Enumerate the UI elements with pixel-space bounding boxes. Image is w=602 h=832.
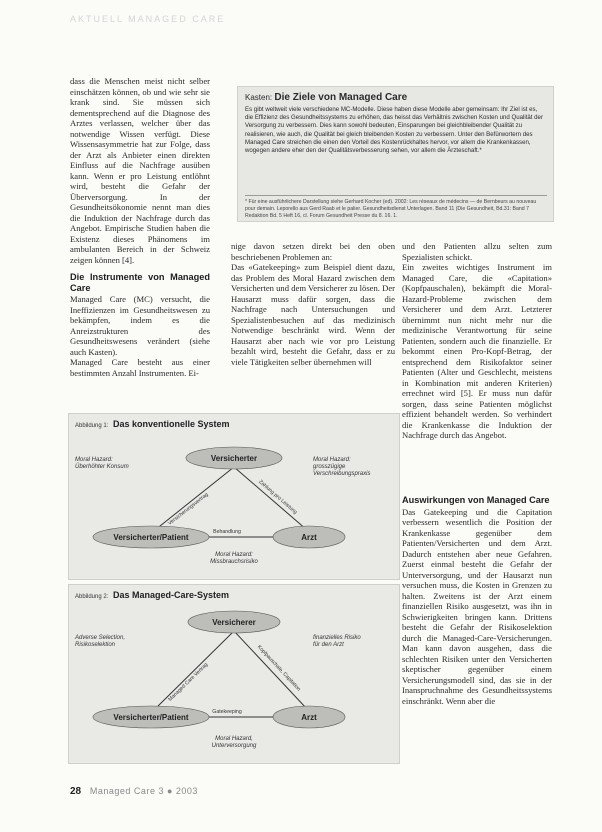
info-box-footnote: * Für eine ausführlichere Darstellung siehe Gerhard Kocher (ed). 2002: Les réseaux de médecins — de Bernbeurs au nouveau pour demain. Leporello aus Gerd Raab et le palier. Gesundheitsdienst Unterlagen. Band 11 (Die Gesundheit, Bd.31: Band 7 Redaktion Bd. 5 Heft 16, cl. Forum Gesundheit Presse du 8. 16. 1.: [245, 199, 537, 219]
figure-title: Das Managed-Care-System: [113, 590, 230, 600]
section-heading-auswirkungen: Auswirkungen von Managed Care: [402, 495, 550, 505]
side-right-line-1: Moral Hazard:: [313, 457, 351, 463]
figure-2-diagram: [69, 585, 399, 763]
page-footer: [70, 786, 198, 797]
info-box-ziele: [237, 86, 554, 222]
edge-bottom-label: Behandlung: [213, 529, 241, 535]
side-left-line-2: Überhöhter Konsum: [75, 464, 129, 470]
figure-managed-care-system: [68, 584, 400, 764]
node-left-label: Versicherter/Patient: [113, 533, 189, 542]
text-column-1: [70, 76, 210, 378]
page-number: 28: [70, 786, 82, 797]
info-box-body: Es gibt weltweit viele verschiedene MC-Modelle. Diese haben diese Modelle aber gemeinsam: Ihr Ziel ist es, die Effizienz des Gesundheitssystems zu erhöhen, das heisst das Verhältnis zwischen Kosten und Qualität der Versorgung zu verbessern. Dies kann sowohl bedeuten, Einsparungen bei gleichbleibender Qualität zu realisieren, wie auch, die Qualität bei gleich bleibenden Kosten zu verbessern. Unter den Befürwortern des Managed Care streichen die einen den Vorteil des Kostenrückhaltes hervor, vor allem die Krankenkassen, wogegen andere eher den der Qualitätsverbesserung sehen, vor allem die Ärzteschaft.*: [245, 106, 543, 155]
paragraph: und den Patienten allzu selten zum Spezialisten schickt.: [402, 241, 552, 262]
figure-1-diagram: [69, 414, 399, 579]
side-left-line-2: Risikoselektion: [75, 642, 116, 648]
paragraph: Das «Gatekeeping» zum Beispiel dient dazu, das Problem des Moral Hazard zwischen dem Versicherten und dem Versicherer zu lösen. Der Hausarzt muss dafür sorgen, dass die Nachfrage nach Untersuchungen und Spezialistenbesuchen auf das medizinisch Notwendige beschränkt wird. Wenn der Hausarzt aber nach wie vor pro Leistung bezahlt wird, besteht die Gefahr, dass er zu viele Tätigkeiten selber übernehmen will: [231, 262, 395, 367]
edge-right-label: Zahlung pro Leistung: [257, 478, 299, 516]
text-column-3: [402, 241, 552, 441]
info-box-divider: [245, 195, 547, 196]
running-header: AKTUELL MANAGED CARE: [70, 14, 226, 24]
bottom-line-1: Moral Hazard,: [215, 736, 253, 742]
paragraph: dass die Menschen meist nicht selber einschätzen können, ob und wie sehr sie krank sind. Sie müssen sich dementsprechend auf die Diagnose des Arztes verlassen, welcher über das notwendige Wissen verfügt. Diese Wissensasymmetrie hat zur Folge, dass der Arzt als Anbieter einen direkten Einfluss auf die Nachfrage ausüben kann. Wenn er pro Leistung entlöhnt wird, besteht die Gefahr der Überversorgung. In der Gesundheitsökonomie nennt man dies die Induktion der Nachfrage durch das Angebot. Empirische Studien haben die Existenz dieses Phänomens im ambulanten Bereich in der Schweiz zeigen können [4].: [70, 76, 210, 265]
info-box-heading: Die Ziele von Managed Care: [274, 92, 408, 103]
paragraph: nige davon setzen direkt bei den oben beschriebenen Problemen an:: [231, 241, 395, 262]
edge-left-label: Managed Care Vertrag: [167, 661, 210, 703]
side-right-line-2: für den Arzt: [313, 642, 344, 648]
edge-right: [234, 467, 307, 530]
info-box-label: Kasten:: [245, 93, 273, 102]
node-left-label: Versicherter/Patient: [113, 713, 189, 722]
side-right-line-1: finanzielles Risiko: [313, 635, 361, 641]
edge-bottom-label: Gatekeeping: [212, 709, 242, 715]
edge-left: [155, 631, 234, 709]
edge-right: [234, 631, 307, 709]
edge-left-label: Versicherungsvertrag: [167, 491, 210, 527]
side-right-line-2: grosszügige: [313, 464, 346, 470]
paragraph: Managed Care besteht aus einer bestimmten Anzahl Instrumenten. Ei-: [70, 357, 210, 378]
figure-title: Das konventionelle System: [113, 419, 230, 429]
node-top-label: Versicherter: [210, 454, 258, 463]
text-column-4: [402, 488, 552, 706]
node-right-label: Arzt: [301, 533, 317, 542]
paragraph: Das Gatekeeping und die Capitation verbessern wesentlich die Position der Krankenkasse gegenüber dem Patienten/Versicherten und dem Arzt. Dadurch entstehen aber neue Gefahren. Zuerst einmal besteht die Gefahr der Unterversorgung, und der Hausarzt nun versuchen muss, die Kosten in Grenzen zu halten. Zweitens ist der Arzt einem finanziellen Risiko ausgesetzt, was ihn in Schwierigkeiten bringen kann. Drittens besteht die Gefahr der Risikoselektion durch die Managed-Care-Versicherungen. Man kann davon ausgehen, dass die schlechten Risiken unter den Versicherten skeptischer gegenüber einem Versicherungsmodell sind, das sie in der Inanspruchnahme des Gesundheitssystems einschränkt. Wenn aber die: [402, 506, 552, 706]
node-right-label: Arzt: [301, 713, 317, 722]
bottom-line-1: Moral Hazard:: [215, 552, 253, 558]
figure-conventional-system: [68, 413, 400, 580]
bottom-line-2: Missbrauchsrisiko: [210, 559, 258, 565]
publication-name: Managed Care 3 ● 2003: [89, 786, 198, 796]
figure-label: Abbildung 1:: [75, 423, 109, 429]
info-box-title: [245, 92, 407, 103]
side-left-line-1: Moral Hazard:: [75, 457, 113, 463]
figure-label: Abbildung 2:: [75, 594, 109, 600]
paragraph: Ein zweites wichtiges Instrument im Managed Care, die «Capitation» (Kopfpauschalen), bekämpft die Moral-Hazard-Probleme zwischen dem Versicherer und dem Arzt. Letzterer übernimmt nun nicht mehr nur die medizinische Verantwortung für seine Patienten, sondern auch die finanzielle. Er bekommt einen Pro-Kopf-Betrag, der entsprechend dem Risikofaktor seiner Patienten (Alter und Geschlecht, meistens in Kombination mit anderen Kriterien) errechnet wird [5]. Er muss nun dafür sorgen, dass seine Patienten möglichst effizient behandelt werden. So verhindert die Krankenkasse die Induktion der Nachfrage durch das Angebot.: [402, 262, 552, 440]
paragraph: Managed Care (MC) versucht, die Ineffizienzen im Gesundheitswesen zu bekämpfen, indem es die Anreizstrukturen des Gesundheitswesens verändert (siehe auch Kasten).: [70, 294, 210, 357]
side-right-line-3: Verschreibungspraxis: [313, 471, 371, 477]
node-top-label: Versicherer: [212, 618, 256, 627]
text-column-2: [231, 241, 395, 367]
section-heading-instrumente: Die Instrumente von Managed Care: [70, 272, 210, 293]
edge-right-label: Kopfpauschale, Capitation: [255, 644, 302, 693]
edge-left: [155, 467, 234, 530]
side-left-line-1: Adverse Selection,: [75, 635, 126, 641]
bottom-line-2: Unterversorgung: [211, 743, 257, 749]
